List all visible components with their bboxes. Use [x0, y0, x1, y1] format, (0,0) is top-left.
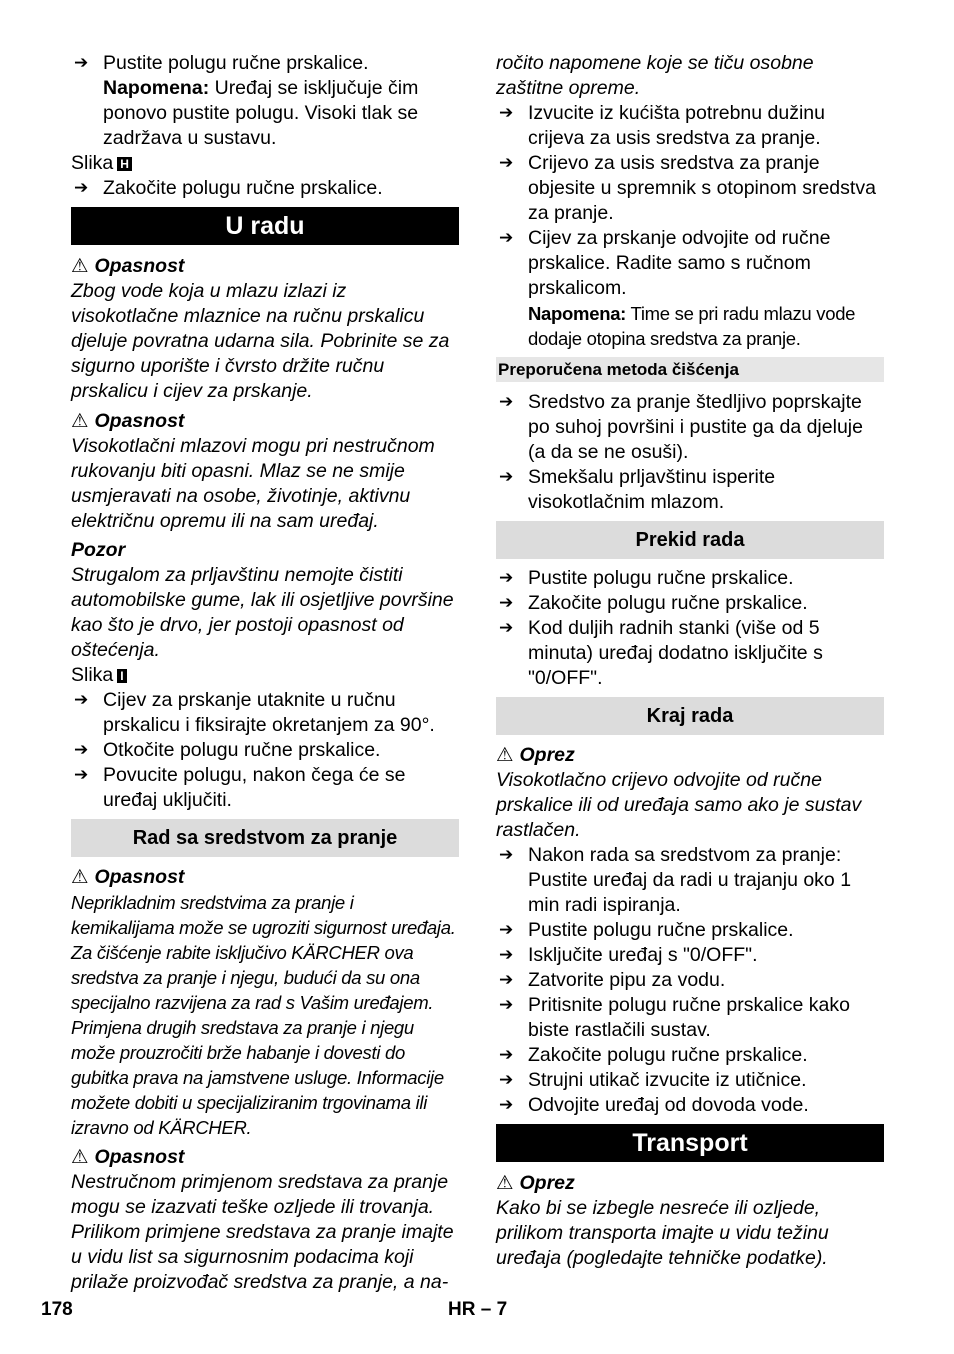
instruction-item: ➔ Zakočite polugu ručne prskalice.: [71, 176, 459, 201]
warning-text: Neprikladnim sredstvima za pranje i kemikalijama može se ugroziti sigurnost uređaja. Za čišćenje rabite isključivo KÄRCHER ova sredstva za pranje i njegu, budući da su ona specijalno razvijena za rad s Vašim uređajem. Primjena drugih sredstava za pranje i njegu može prouzročiti brže habanje i dovesti do gubitka prava na jamstvene usluge. Informacije možete dobiti u specijaliziranim trgovinama ili izravno od KÄRCHER.: [71, 892, 456, 1138]
warning-title: [71, 1144, 459, 1170]
instruction-item: ➔ Pustite polugu ručne prskalice.: [71, 51, 459, 76]
note-label: Napomena:: [528, 303, 627, 324]
instruction-item: ➔ Cijev za prskanje utaknite u ručnu prskalicu i fiksirajte okretanjem za 90°.: [71, 688, 459, 738]
section-heading-u-radu: U radu: [71, 207, 459, 245]
instruction-item: ➔ Nakon rada sa sredstvom za pranje: Pustite uređaj da radi u trajanju oko 1 min radi ispiranja.: [496, 843, 884, 918]
subsection-heading-kraj-rada: Kraj rada: [496, 697, 884, 735]
page-number: 178: [41, 1299, 73, 1320]
instruction-item: ➔ Isključite uređaj s "0/OFF".: [496, 943, 884, 968]
subsection-heading-prekid-rada: Prekid rada: [496, 521, 884, 559]
instruction-item: ➔ Zakočite polugu ručne prskalice.: [496, 1043, 884, 1068]
warning-title: [496, 742, 884, 768]
warning-title-text: Oprez: [519, 744, 575, 766]
instruction-item: ➔ Sredstvo za pranje štedljivo poprskajte po suhoj površini i pustite ga da djeluje (a da se ne osuši).: [496, 390, 884, 465]
note-text: Time se pri radu mlazu vode dodaje otopina sredstva za pranje.: [528, 303, 856, 349]
subsection-heading-rad-sa-sredstvom: Rad sa sredstvom za pranje: [71, 819, 459, 857]
warning-title-text: Opasnost: [94, 255, 185, 277]
warning-title-text: Opasnost: [94, 866, 185, 888]
section-heading-transport: Transport: [496, 1124, 884, 1162]
note: [496, 301, 884, 351]
figure-label: Slika: [71, 664, 114, 686]
instruction-item: ➔ Pustite polugu ručne prskalice.: [496, 918, 884, 943]
subsection-heading-preporucena-metoda: Preporučena metoda čišćenja: [496, 357, 884, 382]
instruction-item: ➔ Crijevo za usis sredstva za pranje objesite u spremnik s otopinom sredstva za pranje.: [496, 151, 884, 226]
instruction-item: ➔ Zakočite polugu ručne prskalice.: [496, 591, 884, 616]
caution-title: Pozor: [71, 539, 126, 561]
figure-reference: [71, 663, 459, 688]
instruction-item: ➔ Izvucite iz kućišta potrebnu dužinu crijeva za usis sredstva za pranje.: [496, 101, 884, 151]
instruction-item: ➔ Kod duljih radnih stanki (više od 5 minuta) uređaj dodatno isključite s "0/OFF".: [496, 616, 884, 691]
note: [71, 76, 459, 151]
warning-triangle-icon: ⚠: [71, 409, 89, 432]
warning-title-text: Opasnost: [94, 1146, 185, 1168]
instruction-item: ➔ Smekšalu prljavštinu isperite visokotlačnim mlazom.: [496, 465, 884, 515]
figure-label: Slika: [71, 152, 114, 174]
instruction-item: ➔ Pritisnite polugu ručne prskalice kako biste rastlačili sustav.: [496, 993, 884, 1043]
warning-triangle-icon: ⚠: [71, 865, 89, 888]
warning-text: Kako bi se izbegle nesreće ili ozljede, prilikom transporta imajte u vidu težinu uređaja (pogledajte tehničke podatke).: [496, 1197, 829, 1269]
note-text: Uređaj se isključuje čim ponovo pustite polugu. Visoki tlak se zadržava u sustavu.: [103, 77, 419, 149]
warning-title: [71, 408, 459, 434]
warning-text: Visokotlačni mlazovi mogu pri nestručnom rukovanju biti opasni. Mlaz se ne smije usmjeravati na osobe, životinje, aktivnu električnu opremu ili na sam uređaj.: [71, 435, 435, 532]
figure-reference: [71, 151, 459, 176]
instruction-item: ➔ Odvojite uređaj od dovoda vode.: [496, 1093, 884, 1118]
page-section-label: HR – 7: [448, 1299, 508, 1320]
instruction-item: ➔ Pustite polugu ručne prskalice.: [496, 566, 884, 591]
warning-text: Visokotlačno crijevo odvojite od ručne prskalice ili od uređaja samo ako je sustav rastlačen.: [496, 769, 862, 841]
warning-triangle-icon: ⚠: [496, 1171, 514, 1194]
instruction-item: ➔ Povucite polugu, nakon čega će se uređaj uključiti.: [71, 763, 459, 813]
warning-title: [71, 864, 459, 890]
warning-text: Nestručnom primjenom sredstava za pranje mogu se izazvati teške ozljede ili trovanja. Prilikom primjene sredstava za pranje imajte u vidu list sa sigurnosnim podacima koji prilaže proizvođač sredstva za pranje, a na-: [71, 1171, 454, 1293]
warning-text: Zbog vode koja u mlazu izlazi iz visokotlačne mlaznice na ručnu prskalicu djeluje povratna udarna sila. Pobrinite se za sigurno uporište i čvrsto držite ručnu prskalicu i cijev za prskanje.: [71, 280, 450, 402]
warning-title-text: Opasnost: [94, 410, 185, 432]
right-column: [496, 51, 884, 1271]
instruction-item: ➔ Cijev za prskanje odvojite od ručne prskalice. Radite samo s ručnom prskalicom.: [496, 226, 884, 301]
warning-triangle-icon: ⚠: [71, 254, 89, 277]
warning-title-text: Oprez: [519, 1172, 575, 1194]
warning-title: [71, 253, 459, 279]
instruction-item: ➔ Zatvorite pipu za vodu.: [496, 968, 884, 993]
warning-title: [496, 1170, 884, 1196]
figure-letter-badge: H: [117, 157, 132, 171]
instruction-item: ➔ Strujni utikač izvucite iz utičnice.: [496, 1068, 884, 1093]
instruction-item: ➔ Otkočite polugu ručne prskalice.: [71, 738, 459, 763]
warning-text-continued: ročito napomene koje se tiču osobne zaštitne opreme.: [496, 52, 814, 99]
note-label: Napomena:: [103, 77, 210, 99]
warning-triangle-icon: ⚠: [71, 1145, 89, 1168]
caution-text: Strugalom za prljavštinu nemojte čistiti automobilske gume, lak ili osjetljive površine kao što je drvo, jer postoji opasnost od oštećenja.: [71, 564, 454, 661]
warning-triangle-icon: ⚠: [496, 743, 514, 766]
figure-letter-badge: I: [117, 669, 126, 683]
left-column: [71, 51, 459, 1295]
